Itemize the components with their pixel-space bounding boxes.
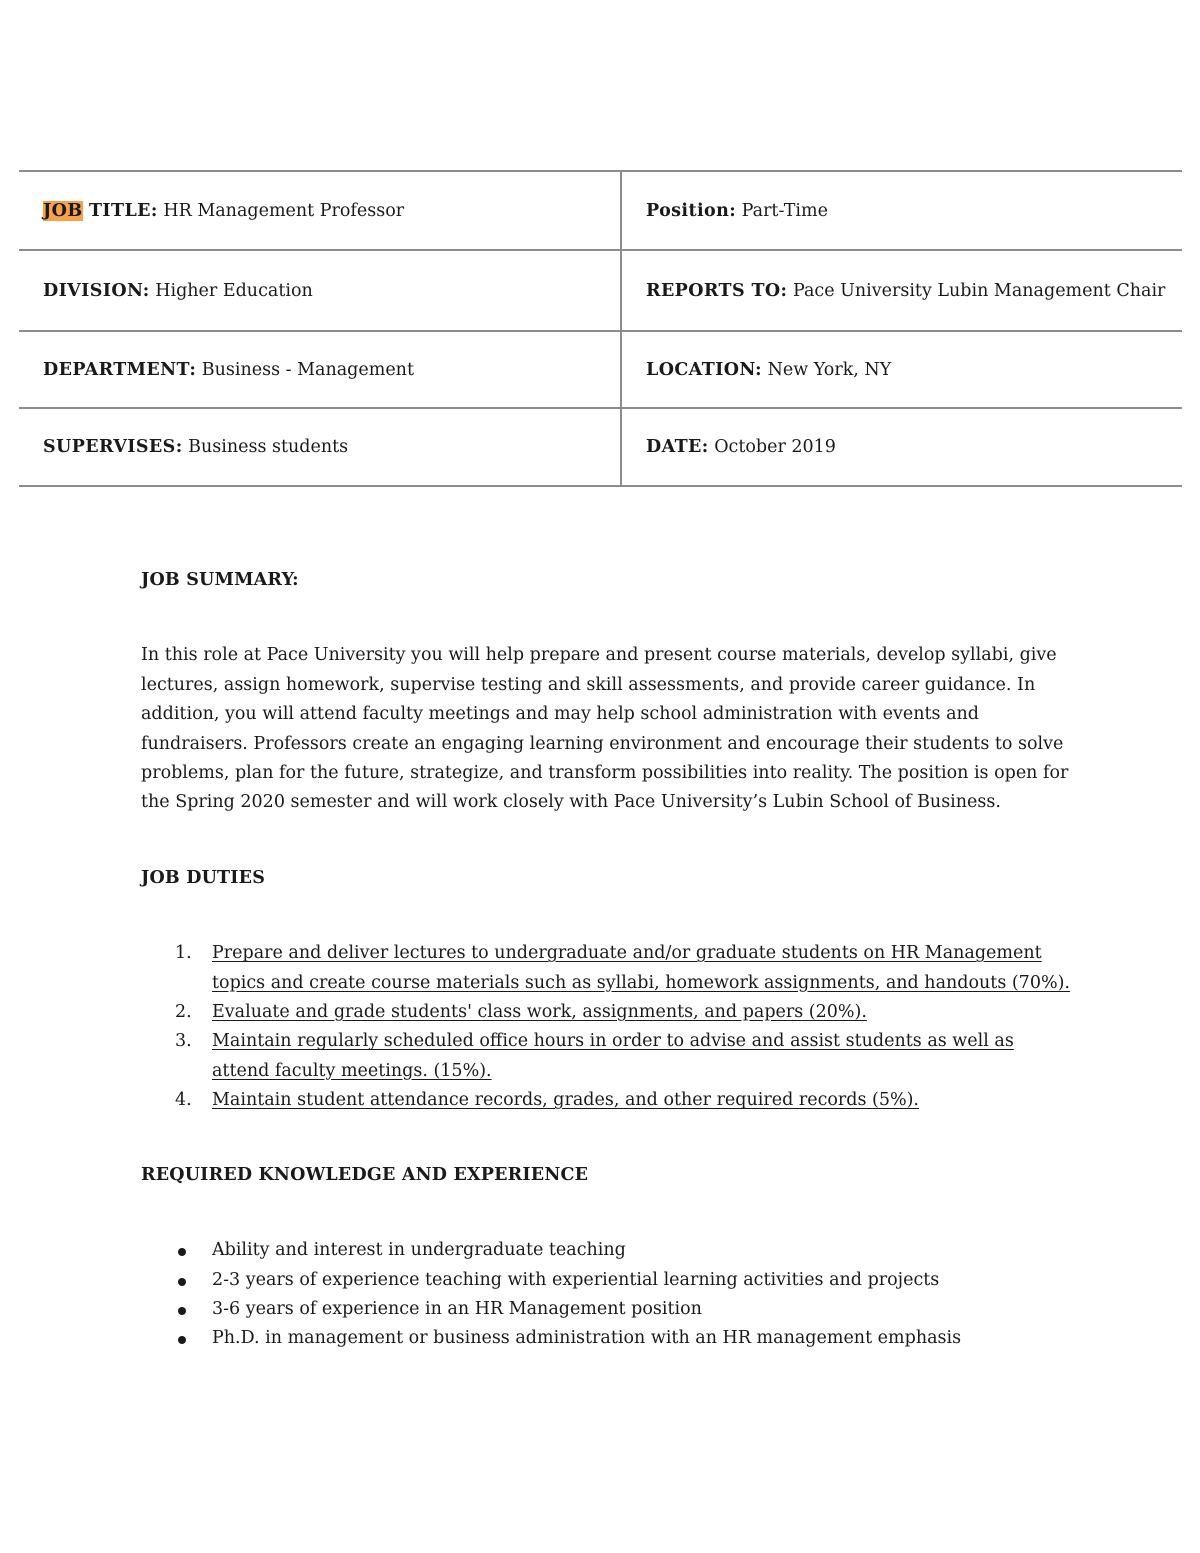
requirement-text: Ability and interest in undergraduate teaching — [212, 1240, 626, 1261]
date-label: DATE: — [646, 437, 709, 457]
job-title-value: HR Management Professor — [163, 200, 405, 221]
job-title-label: JOB TITLE: — [43, 200, 158, 221]
division-label: DIVISION: — [43, 280, 150, 301]
bullet-icon — [178, 1336, 186, 1344]
division-value: Higher Education — [155, 280, 313, 301]
requirement-text: 3-6 years of experience in an HR Management position — [212, 1298, 702, 1319]
duty-text: Evaluate and grade students' class work, assignments, and papers (20%). — [212, 1002, 867, 1023]
list-number: 3. — [175, 1031, 192, 1052]
supervises-value: Business students — [188, 437, 349, 457]
location-cell — [621, 331, 1182, 408]
bullet-icon — [178, 1278, 186, 1286]
bullet-icon — [178, 1307, 186, 1315]
job-duties-list — [141, 939, 1071, 1115]
location-value: New York, NY — [767, 359, 892, 380]
required-knowledge-list — [141, 1236, 1071, 1354]
list-item — [141, 1086, 1071, 1115]
list-number: 1. — [175, 943, 192, 964]
job-summary-heading: JOB SUMMARY: — [141, 570, 299, 590]
department-value: Business - Management — [201, 359, 414, 380]
table-row — [19, 331, 1182, 408]
location-label: LOCATION: — [646, 359, 762, 380]
list-item — [141, 1027, 1071, 1086]
bullet-icon — [178, 1248, 186, 1256]
date-value: October 2019 — [714, 437, 836, 457]
reports-to-label: REPORTS TO: — [646, 280, 788, 301]
highlighted-text: JOB — [43, 200, 83, 221]
job-info-table — [19, 170, 1182, 487]
supervises-label: SUPERVISES: — [43, 437, 183, 457]
list-item — [141, 939, 1071, 998]
job-summary-text: In this role at Pace University you will help prepare and present course materials, develop syllabi, give lectures, assign homework, supervise testing and skill assessments, and provide career guidance. In addition, you will attend faculty meetings and may help school administration with events and fundraisers. Professors create an engaging learning environment and encourage their students to solve problems, plan for the future, strategize, and transform possibilities into reality. The position is open for the Spring 2020 semester and will work closely with Pace University’s Lubin School of Business. — [141, 645, 1069, 813]
table-row — [19, 250, 1182, 331]
list-item — [141, 1266, 1071, 1295]
position-cell — [621, 171, 1182, 250]
list-item — [141, 1324, 1071, 1353]
position-label: Position: — [646, 200, 737, 221]
supervises-cell — [19, 408, 621, 486]
list-item — [141, 998, 1071, 1027]
table-row — [19, 171, 1182, 250]
job-title-cell — [19, 171, 621, 250]
department-cell — [19, 331, 621, 408]
reports-to-cell — [621, 250, 1182, 331]
duty-text: Maintain regularly scheduled office hours in order to advise and assist students as well as attend faculty meetings. (15%). — [212, 1031, 1014, 1081]
department-label: DEPARTMENT: — [43, 359, 197, 380]
date-cell — [621, 408, 1182, 486]
table-row — [19, 408, 1182, 486]
list-number: 4. — [175, 1090, 192, 1111]
required-knowledge-heading: REQUIRED KNOWLEDGE AND EXPERIENCE — [141, 1164, 589, 1185]
reports-to-value: Pace University Lubin Management Chair — [792, 280, 1166, 301]
list-number: 2. — [175, 1002, 192, 1023]
duty-text: Maintain student attendance records, grades, and other required records (5%). — [212, 1090, 919, 1111]
document-body — [141, 566, 1071, 1354]
list-item — [141, 1295, 1071, 1324]
job-duties-heading: JOB DUTIES — [141, 867, 266, 888]
requirement-text: Ph.D. in management or business administration with an HR management emphasis — [212, 1328, 962, 1349]
requirement-text: 2-3 years of experience teaching with experiential learning activities and projects — [212, 1269, 940, 1290]
division-cell — [19, 250, 621, 331]
list-item — [141, 1236, 1071, 1265]
duty-text: Prepare and deliver lectures to undergraduate and/or graduate students on HR Management topics and create course materials such as syllabi, homework assignments, and handouts (70%). — [212, 943, 1070, 993]
position-value: Part-Time — [741, 200, 828, 221]
